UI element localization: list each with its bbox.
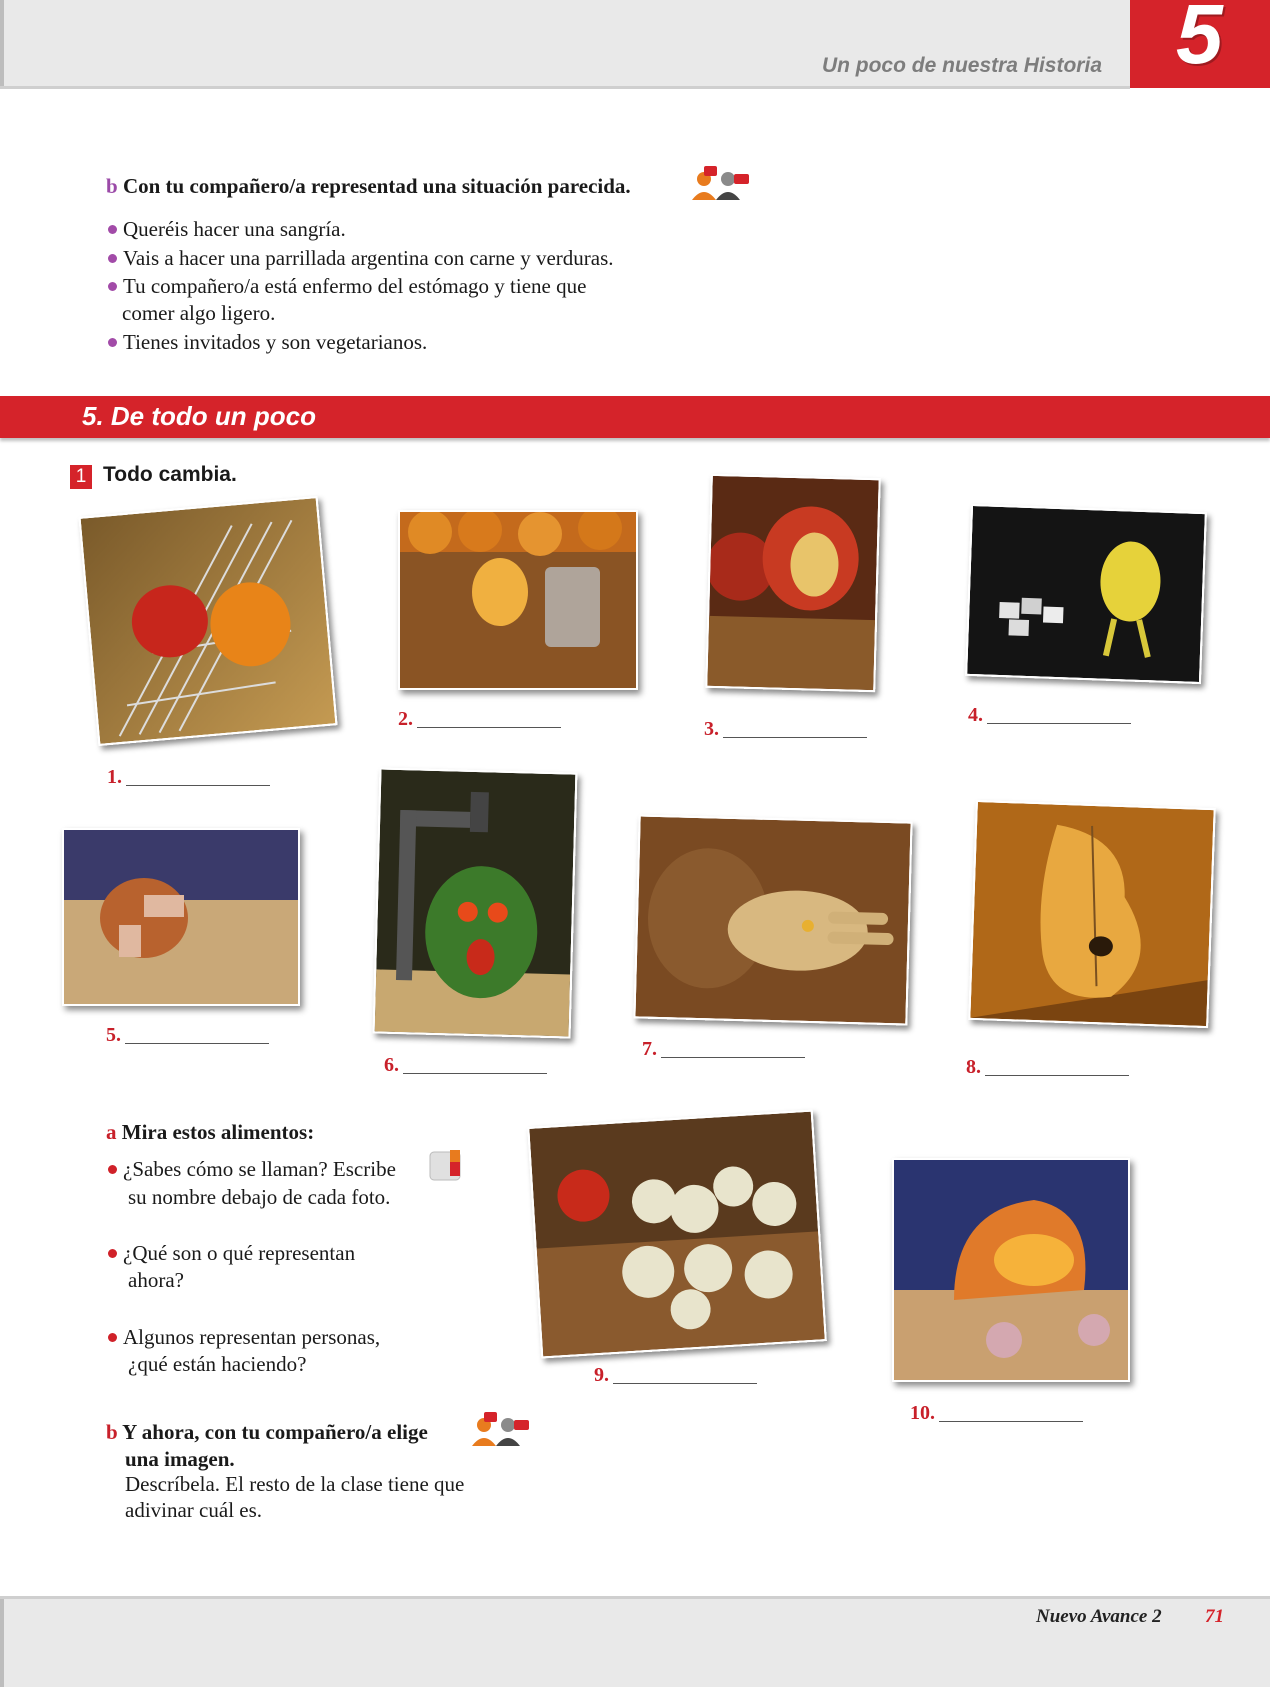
part-b-instruction-row <box>106 174 631 199</box>
unit-title: Un poco de nuestra Historia <box>821 54 1102 77</box>
photo-7 <box>633 814 912 1025</box>
part-b-instruction: Con tu compañero/a representad una situación parecida. <box>122 174 631 198</box>
write-icon <box>428 1148 468 1184</box>
caption-6: 6. <box>384 1054 547 1077</box>
answer-line[interactable] <box>987 722 1131 724</box>
list-item-continuation: su nombre debajo de cada foto. <box>128 1185 391 1209</box>
list-item: Algunos representan personas, <box>108 1324 380 1351</box>
caption-8: 8. <box>966 1056 1129 1079</box>
caption-10: 10. <box>910 1402 1083 1425</box>
part-b-bottom-letter: b <box>106 1420 118 1444</box>
caption-2: 2. <box>398 708 561 731</box>
caption-7: 7. <box>642 1038 805 1061</box>
list-item: ¿Sabes cómo se llaman? Escribe <box>108 1156 396 1183</box>
unit-number: 5 <box>1176 0 1223 81</box>
list-item: Queréis hacer una sangría. <box>108 216 346 243</box>
caption-9: 9. <box>594 1364 757 1387</box>
exercise-title: Todo cambia. <box>103 463 237 486</box>
part-b-letter: b <box>106 174 118 198</box>
photo-4 <box>965 504 1207 684</box>
answer-line[interactable] <box>939 1420 1083 1422</box>
list-item-continuation: ahora? <box>128 1268 184 1292</box>
answer-line[interactable] <box>126 784 270 786</box>
answer-line[interactable] <box>985 1074 1129 1076</box>
exercise-number: 1 <box>70 465 92 489</box>
caption-4: 4. <box>968 704 1131 727</box>
part-a-instruction: Mira estos alimentos: <box>121 1120 315 1144</box>
list-item-continuation: ¿qué están haciendo? <box>128 1352 307 1376</box>
caption-5: 5. <box>106 1024 269 1047</box>
answer-line[interactable] <box>661 1056 805 1058</box>
part-a-letter: a <box>106 1120 117 1144</box>
caption-1: 1. <box>107 766 270 789</box>
answer-line[interactable] <box>125 1042 269 1044</box>
pair-work-icon <box>468 1410 538 1446</box>
photo-3 <box>705 474 881 692</box>
list-item-continuation: comer algo ligero. <box>122 301 276 325</box>
pair-work-icon <box>688 164 758 200</box>
photo-9 <box>527 1109 827 1358</box>
part-a-instruction-row <box>106 1120 314 1145</box>
page-number: 71 <box>1205 1606 1224 1627</box>
section-title: 5. De todo un poco <box>82 401 316 431</box>
answer-line[interactable] <box>613 1382 757 1384</box>
part-b-bottom-instruction-cont: una imagen. <box>125 1447 235 1471</box>
part-b-bottom-instruction: b Y ahora, con tu compañero/a elige <box>106 1420 428 1444</box>
photo-6 <box>373 767 578 1038</box>
answer-line[interactable] <box>403 1072 547 1074</box>
list-item: Vais a hacer una parrillada argentina con carne y verduras. <box>108 245 614 272</box>
photo-2 <box>398 510 638 690</box>
answer-line[interactable] <box>723 736 867 738</box>
part-b-bottom-text-cont: adivinar cuál es. <box>125 1498 263 1522</box>
photo-1 <box>78 496 337 746</box>
list-item: Tienes invitados y son vegetarianos. <box>108 329 427 356</box>
answer-line[interactable] <box>417 726 561 728</box>
part-b-bottom-text: Descríbela. El resto de la clase tiene que <box>125 1472 465 1496</box>
photo-10 <box>892 1158 1130 1382</box>
list-item: Tu compañero/a está enfermo del estómago y tiene que <box>108 273 586 300</box>
caption-3: 3. <box>704 718 867 741</box>
photo-8 <box>968 800 1216 1028</box>
list-item: ¿Qué son o qué representan <box>108 1240 355 1267</box>
photo-5 <box>62 828 300 1006</box>
book-title: Nuevo Avance 2 <box>1036 1606 1162 1627</box>
